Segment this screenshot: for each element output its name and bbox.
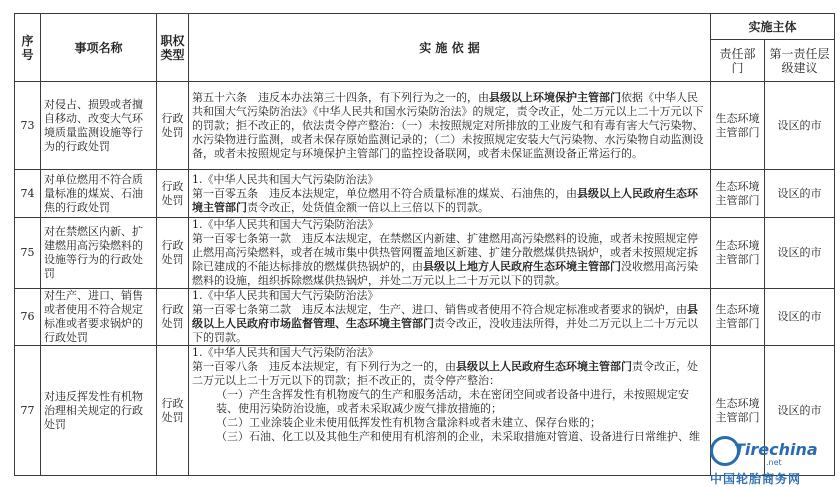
basis-text: 第一百零五条 违反本法规定，单位燃用不符合质量标准的煤炭、石油焦的，由 (192, 186, 577, 200)
cell-dept: 生态环境主管部门 (711, 218, 765, 289)
watermark-logo (706, 436, 834, 484)
power-list-table (14, 13, 835, 476)
header-subject: 实施主体 (711, 14, 835, 40)
basis-text: 1.《中华人民共和国大气污染防治法》 (192, 289, 379, 302)
basis-paragraph (192, 187, 707, 215)
cell-basis (189, 170, 711, 218)
cell-type: 行政处罚 (157, 218, 189, 289)
basis-text: 责令改正，处货值金额一倍以上三倍以下的罚款。 (247, 200, 489, 214)
table-row (15, 218, 835, 289)
header-basis: 实 施 依 据 (189, 14, 711, 82)
authority-highlight: 县级以上人民政府生态环境主管部门 (456, 360, 632, 373)
basis-text: 没收燃用高污染燃料的设施，组织拆除燃煤供热锅炉，并处二万元以上二十万元以下的罚款。 (192, 260, 698, 287)
basis-paragraph (192, 388, 707, 416)
header-type: 职权类型 (157, 14, 189, 82)
cell-basis (189, 346, 711, 476)
cell-dept: 生态环境主管部门 (711, 289, 765, 346)
header-seq: 序号 (15, 14, 41, 82)
cell-basis (189, 218, 711, 289)
cell-name: 对单位燃用不符合质量标准的煤炭、石油焦的行政处罚 (41, 170, 157, 218)
cell-seq: 74 (15, 170, 41, 218)
header-dept: 责任部门 (711, 40, 765, 82)
watermark-sub: .net (766, 458, 782, 467)
cell-dept: 生态环境主管部门 (711, 82, 765, 170)
basis-text: 第一百零七条第一款 违反本法规定，在禁燃区内新建、扩建燃用高污染燃料的设施，或者未按照规定停止燃用高污染燃料，或者在城市集中供热管网覆盖地区新建、扩建分散燃煤供热锅炉，或者未按照规定拆除已建成的不能达标排放的燃煤供热锅炉的，由 (192, 232, 698, 273)
cell-type: 行政处罚 (157, 289, 189, 346)
basis-paragraph (192, 232, 707, 288)
basis-paragraph (192, 360, 707, 388)
basis-text: 第一百零八条 违反本法规定，有下列行为之一的，由 (192, 360, 456, 373)
cell-dept: 生态环境主管部门 (711, 170, 765, 218)
cell-level: 设区的市 (765, 289, 835, 346)
basis-text: 第一百零七条第二款 违反本法规定，生产、进口、销售或者使用不符合规定标准或者要求的锅炉，由 (192, 303, 687, 316)
basis-text: 责令改正，没收违法所得，并处二万元以上二十万元以下的罚款。 (192, 317, 698, 344)
basis-paragraph (192, 91, 707, 161)
watermark-brand: Tirechina (734, 440, 818, 459)
cell-level: 设区的市 (765, 170, 835, 218)
cell-seq: 73 (15, 82, 41, 170)
header-name: 事项名称 (41, 14, 157, 82)
basis-text: 依据《中华人民共和国大气污染防治法》《中华人民共和国水污染防治法》的规定，责令改正，处二万元以上二十万元以下的罚款；拒不改正的，依法责令停产整治：（一）未按照规定对所排放的工业废气和有毒有害大气污染物、水污染物进行监测，或者未保存原始监测记录的；（二）未按照规定安装大气污染物、水污染物自动监测设备，或者未按照规定与环境保护主管部门的监控设备联网，或者未保证监测设备正常运行的。 (192, 90, 704, 160)
basis-text: （一）产生含挥发性有机物废气的生产和服务活动，未在密闭空间或者设备中进行，未按照规定安装、使用污染防治设施，或者未采取减少废气排放措施的； (216, 388, 689, 415)
basis-text: 1.《中华人民共和国大气污染防治法》 (192, 346, 379, 359)
basis-paragraph (192, 430, 707, 444)
cell-type: 行政处罚 (157, 346, 189, 476)
basis-paragraph (192, 289, 707, 303)
cell-dept: 生态环境主管部门 (711, 346, 765, 476)
cell-basis (189, 82, 711, 170)
cell-name: 对在禁燃区内新、扩建燃用高污染燃料的设施等行为的行政处罚 (41, 218, 157, 289)
table-row (15, 82, 835, 170)
cell-type: 行政处罚 (157, 170, 189, 218)
cell-type: 行政处罚 (157, 82, 189, 170)
cell-seq: 77 (15, 346, 41, 476)
cell-name: 对生产、进口、销售或者使用不符合规定标准或者要求锅炉的行政处罚 (41, 289, 157, 346)
cell-level: 设区的市 (765, 346, 835, 476)
table-row (15, 289, 835, 346)
basis-paragraph (192, 416, 707, 430)
basis-text: 第五十六条 违反本办法第三十四条，有下列行为之一的，由 (192, 90, 489, 104)
basis-text: （三）石油、化工以及其他生产和使用有机溶剂的企业，未采取措施对管道、设备进行日常维护、维 (216, 430, 700, 443)
table-row (15, 170, 835, 218)
cell-level: 设区的市 (765, 218, 835, 289)
basis-paragraph (192, 218, 707, 232)
basis-paragraph (192, 346, 707, 360)
authority-highlight: 县级以上人民政府生态环境主管部门 (192, 186, 698, 214)
cell-seq: 76 (15, 289, 41, 346)
cell-level: 设区的市 (765, 82, 835, 170)
authority-highlight: 县级以上地方人民政府生态环境主管部门 (423, 260, 621, 273)
cell-seq: 75 (15, 218, 41, 289)
basis-text: 责令改正，处二万元以上二十万元以下的罚款；拒不改正的，责令停产整治： (192, 360, 698, 387)
basis-paragraph (192, 303, 707, 345)
basis-paragraph (192, 173, 707, 187)
basis-text: 1.《中华人民共和国大气污染防治法》 (192, 172, 379, 186)
table-body (15, 82, 835, 476)
cell-basis (189, 289, 711, 346)
watermark-cn: 中国轮胎商务网 (710, 472, 802, 486)
cell-name: 对违反挥发性有机物治理相关规定的行政处罚 (41, 346, 157, 476)
authority-highlight: 县级以上环境保护主管部门 (489, 90, 621, 104)
basis-text: （二）工业涂装企业未使用低挥发性有机物含量涂料或者未建立、保存台账的； (216, 416, 601, 429)
authority-highlight: 县级以上人民政府市场监督管理、生态环境主管部门 (192, 303, 698, 330)
cell-name: 对侵占、损毁或者擅自移动、改变大气环境质量监测设施等行为的行政处罚 (41, 82, 157, 170)
basis-text: 1.《中华人民共和国大气污染防治法》 (192, 218, 379, 231)
header-level: 第一责任层级建议 (765, 40, 835, 82)
